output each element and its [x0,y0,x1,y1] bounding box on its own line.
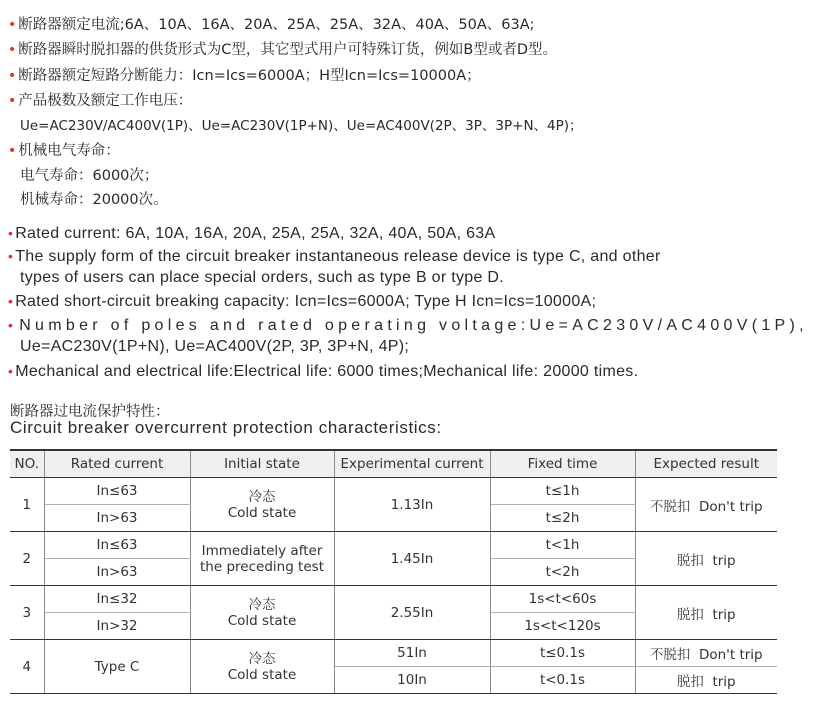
bullet-icon: • [8,293,14,309]
cn-bullet-supply-form: • 断路器瞬时脱扣器的供货形式为C型，其它型式用户可特殊订货，例如B型或者D型。 [8,42,557,58]
cell-no: 1 [10,478,44,532]
bullet-icon: • [8,363,14,379]
cell-initial-state: 冷态 Cold state [190,586,334,640]
en-bullet-breaking-capacity: • Rated short-circuit breaking capacity: Icn=Ics=6000A; Type H Icn=Ics=10000A; [8,293,597,310]
cell-rated-current: In>32 [44,613,190,640]
cell-initial-state: Immediately after the preceding test [190,532,334,586]
cell-expected-result: 脱扣 trip [635,586,777,640]
header-rated-current: Rated current [44,450,190,478]
cn-life-electrical: 电气寿命：6000次； [20,168,159,184]
section-title-cn: 断路器过电流保护特性： [10,404,170,420]
cell-rated-current: In≤32 [44,586,190,613]
table-header-row [10,450,777,478]
table-row [10,586,777,613]
cell-fixed-time: t<1h [490,532,635,559]
bullet-icon: • [8,225,14,241]
cell-experimental-current: 10In [334,667,490,694]
header-initial-state: Initial state [190,450,334,478]
table-row [10,640,777,667]
bullet-icon: • [8,68,17,84]
cell-fixed-time: t<2h [490,559,635,586]
bullet-icon: • [8,17,17,33]
en-bullet-rated-current: • Rated current: 6A, 10A, 16A, 20A, 25A, 25A, 32A, 40A, 50A, 63A [8,225,496,242]
bullet-icon: • [8,93,17,109]
cell-rated-current: In>63 [44,505,190,532]
bullet-icon: • [8,248,14,264]
cell-no: 3 [10,586,44,640]
en-bullet-supply-form: • The supply form of the circuit breaker instantaneous release device is type C, and other [8,248,661,265]
section-title-en: Circuit breaker overcurrent protection characteristics: [10,418,442,437]
cell-initial-state: 冷态 Cold state [190,640,334,694]
cn-bullet-life: • 机械电气寿命： [8,143,120,159]
cn-voltage-line: Ue=AC230V/AC400V(1P)、Ue=AC230V(1P+N)、Ue=AC400V(2P、3P、3P+N、4P)； [20,118,583,134]
cell-fixed-time: t≤2h [490,505,635,532]
cell-fixed-time: 1s<t<60s [490,586,635,613]
cn-bullet-breaking-capacity: • 断路器额定短路分断能力：Icn=Ics=6000A；H型Icn=Ics=10000A； [8,68,481,84]
cell-experimental-current: 1.45In [334,532,490,586]
en-bullet-poles-voltage: • Number of poles and rated operating voltage:Ue=AC230V/AC400V(1P), [8,317,808,334]
cell-fixed-time: t≤1h [490,478,635,505]
protection-table [10,449,777,694]
cell-rated-current: In≤63 [44,532,190,559]
cell-fixed-time: t<0.1s [490,667,635,694]
cell-fixed-time: t≤0.1s [490,640,635,667]
cell-experimental-current: 1.13In [334,478,490,532]
cell-rated-current: Type C [44,640,190,694]
cell-expected-result: 不脱扣 Don't trip [635,640,777,667]
cell-experimental-current: 2.55In [334,586,490,640]
cn-bullet-rated-current: • 断路器额定电流;6A、10A、16A、20A、25A、25A、32A、40A、50A、63A; [8,17,535,33]
header-expected-result: Expected result [635,450,777,478]
cell-initial-state: 冷态 Cold state [190,478,334,532]
table-row [10,532,777,559]
cell-no: 4 [10,640,44,694]
en-poles-voltage-cont: Ue=AC230V(1P+N), Ue=AC400V(2P, 3P, 3P+N, 4P); [20,338,410,355]
cn-bullet-poles-voltage: • 产品极数及额定工作电压： [8,93,193,109]
bullet-icon: • [8,143,17,159]
bullet-icon: • [8,317,18,333]
en-bullet-life: • Mechanical and electrical life:Electrical life: 6000 times;Mechanical life: 20000 times. [8,363,639,380]
cn-life-mechanical: 机械寿命：20000次。 [20,192,168,208]
header-fixed-time: Fixed time [490,450,635,478]
header-experimental-current: Experimental current [334,450,490,478]
cell-experimental-current: 51In [334,640,490,667]
en-supply-form-cont: types of users can place special orders, such as type B or type D. [20,269,505,286]
bullet-icon: • [8,42,17,58]
table-row [10,478,777,505]
header-no: NO. [10,450,44,478]
cell-expected-result: 不脱扣 Don't trip [635,478,777,532]
cell-no: 2 [10,532,44,586]
cell-expected-result: 脱扣 trip [635,667,777,694]
cell-rated-current: In≤63 [44,478,190,505]
cell-rated-current: In>63 [44,559,190,586]
cell-expected-result: 脱扣 trip [635,532,777,586]
cell-fixed-time: 1s<t<120s [490,613,635,640]
